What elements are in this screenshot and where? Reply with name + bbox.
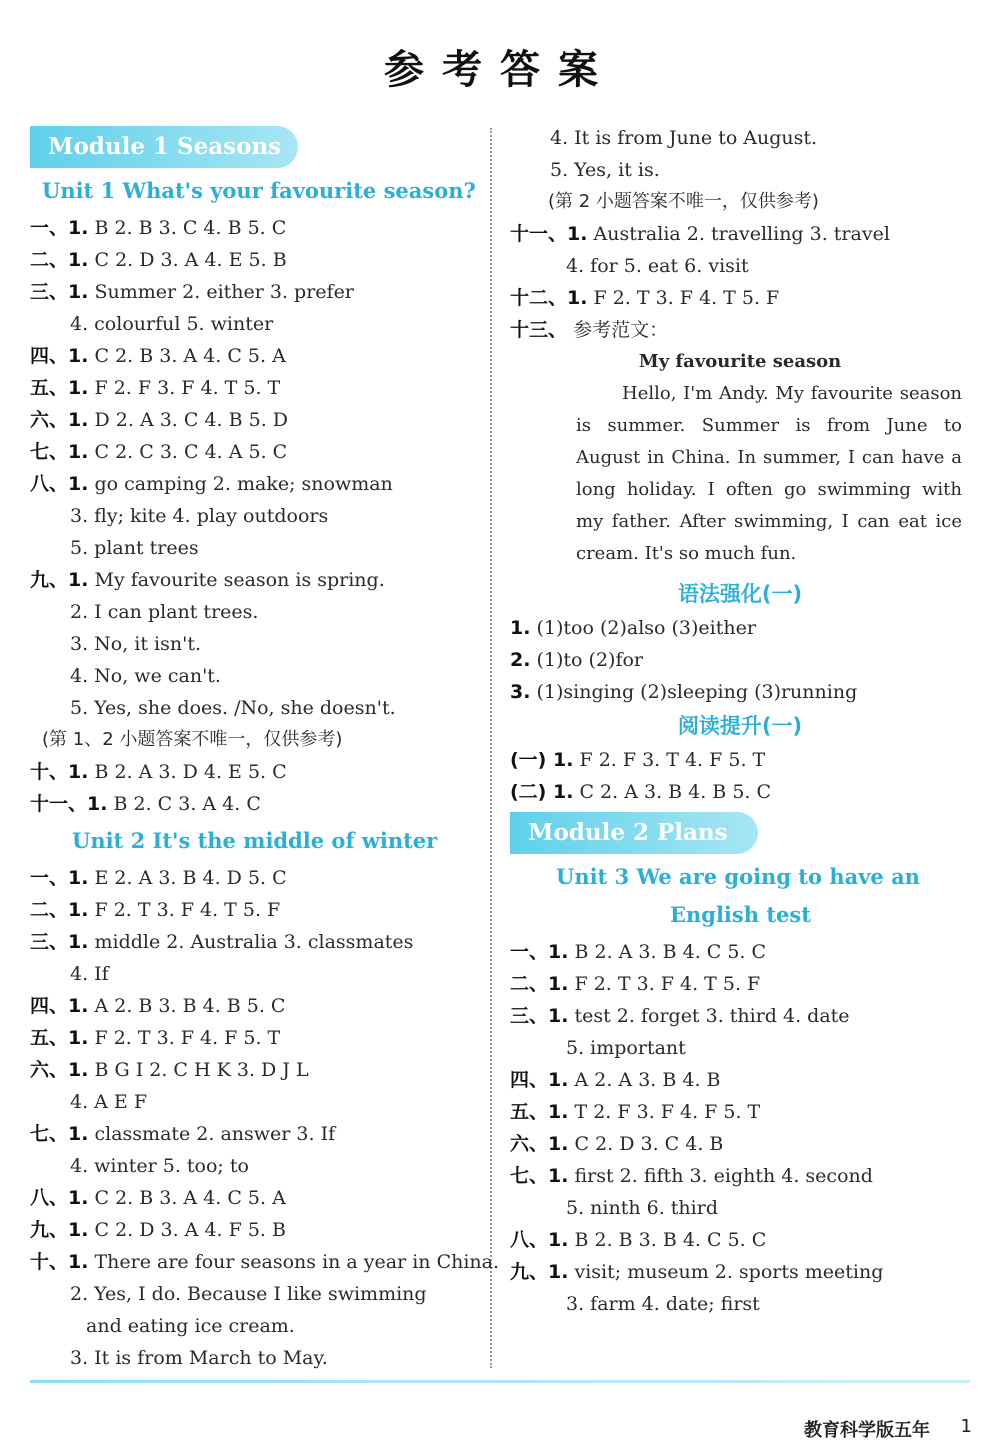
essay-body: Hello, I'm Andy. My favourite season is summer. Summer is from June to August in China. In summer, I can have a long holiday. I often go swimming with my father. After swimming, I can eat ice cream. It's so much fun. xyxy=(576,383,962,564)
question-number: 五、1. xyxy=(510,1101,569,1123)
question-number: 五、1. xyxy=(30,377,89,399)
answer-text: 4. colourful 5. winter xyxy=(70,313,274,335)
answer-text: Australia 2. travelling 3. travel xyxy=(593,223,890,245)
answer-text: F 2. T 3. F 4. T 5. F xyxy=(94,899,281,921)
answer-line xyxy=(30,1086,480,1118)
question-number: 二、1. xyxy=(510,973,569,995)
answer-text: 4. If xyxy=(70,963,109,985)
answer-line xyxy=(30,276,480,308)
question-number: 六、1. xyxy=(30,1059,89,1081)
answer-line xyxy=(30,958,480,990)
unit-2-answers-cont-2 xyxy=(510,218,970,346)
answer-text: C 2. A 3. B 4. B 5. C xyxy=(579,781,772,803)
module-2-header: Module 2 Plans xyxy=(510,812,758,854)
answer-line xyxy=(30,788,480,820)
answer-text: 4. winter 5. too; to xyxy=(70,1155,249,1177)
answer-text: B 2. B 3. C 4. B 5. C xyxy=(94,217,287,239)
question-number: 三、1. xyxy=(30,281,89,303)
answer-line xyxy=(30,1022,480,1054)
question-number: 2. xyxy=(510,649,531,671)
question-number: 十一、1. xyxy=(510,223,588,245)
answer-line xyxy=(30,660,480,692)
answer-line xyxy=(30,1342,480,1374)
module-1-header: Module 1 Seasons xyxy=(30,126,298,168)
answer-line xyxy=(30,564,480,596)
question-number: 十二、1. xyxy=(510,287,588,309)
question-number: 十三、 xyxy=(510,319,568,341)
answer-line xyxy=(30,532,480,564)
answer-line xyxy=(510,644,970,676)
answer-text: and eating ice cream. xyxy=(86,1315,295,1337)
unit-3-title-cont: English test xyxy=(670,902,811,927)
answer-line xyxy=(510,776,970,808)
answer-text: 3. fly; kite 4. play outdoors xyxy=(70,505,329,527)
answer-line xyxy=(30,894,480,926)
answer-line xyxy=(30,1182,480,1214)
answer-line xyxy=(510,250,970,282)
answer-line xyxy=(30,500,480,532)
answer-line xyxy=(30,756,480,788)
answer-line xyxy=(30,692,480,724)
answer-text: visit; museum 2. sports meeting xyxy=(574,1261,884,1283)
page-number: 1 xyxy=(960,1416,972,1437)
answer-text: B 2. A 3. D 4. E 5. C xyxy=(94,761,287,783)
answer-text: F 2. T 3. F 4. T 5. F xyxy=(574,973,761,995)
question-number: 八、1. xyxy=(510,1229,569,1251)
answer-line xyxy=(30,1278,480,1310)
question-number: 六、1. xyxy=(30,409,89,431)
answer-text: 2. I can plant trees. xyxy=(70,601,259,623)
question-number: 五、1. xyxy=(30,1027,89,1049)
unit-3-answers xyxy=(510,936,970,1320)
question-number: 九、1. xyxy=(30,569,89,591)
answer-text: B 2. B 3. B 4. C 5. C xyxy=(574,1229,767,1251)
answer-text: 3. farm 4. date; first xyxy=(566,1293,760,1315)
answer-text: My favourite season is spring. xyxy=(94,569,385,591)
answer-text: 2. Yes, I do. Because I like swimming xyxy=(70,1283,427,1305)
answer-text: 5. plant trees xyxy=(70,537,199,559)
answer-line xyxy=(510,1288,970,1320)
question-number: 3. xyxy=(510,681,531,703)
question-number: 一、1. xyxy=(510,941,569,963)
question-number: 七、1. xyxy=(30,1123,89,1145)
answer-text: A 2. B 3. B 4. B 5. C xyxy=(94,995,286,1017)
answer-text: C 2. C 3. C 4. A 5. C xyxy=(94,441,288,463)
answer-text: 4. No, we can't. xyxy=(70,665,221,687)
answer-text: 4. A E F xyxy=(70,1091,148,1113)
answer-line xyxy=(510,122,970,154)
answer-line xyxy=(510,968,970,1000)
grammar-answers xyxy=(510,612,970,708)
answer-text: C 2. D 3. A 4. F 5. B xyxy=(94,1219,286,1241)
question-number: 九、1. xyxy=(510,1261,569,1283)
answer-text: F 2. T 3. F 4. F 5. T xyxy=(94,1027,281,1049)
answer-text: 4. for 5. eat 6. visit xyxy=(566,255,749,277)
answer-text: 3. It is from March to May. xyxy=(70,1347,328,1369)
answer-line xyxy=(510,936,970,968)
question-number: 七、1. xyxy=(30,441,89,463)
answer-line xyxy=(510,1000,970,1032)
unit-3-title: Unit 3 We are going to have an xyxy=(556,864,920,889)
page-title: 参考答案 xyxy=(384,47,616,93)
essay-title: My favourite season xyxy=(638,351,842,372)
answer-text: C 2. B 3. A 4. C 5. A xyxy=(94,345,286,367)
unit-2-note: (第 2 小题答案不唯一，仅供参考) xyxy=(548,191,819,212)
answer-text: C 2. D 3. A 4. E 5. B xyxy=(94,249,287,271)
answer-line xyxy=(30,372,480,404)
answer-line xyxy=(510,1032,970,1064)
answer-line xyxy=(510,1160,970,1192)
question-number: 六、1. xyxy=(510,1133,569,1155)
answer-text: F 2. F 3. T 4. F 5. T xyxy=(579,749,766,771)
answer-line xyxy=(510,612,970,644)
answer-line xyxy=(30,212,480,244)
right-column xyxy=(510,122,970,1320)
answer-text: Summer 2. either 3. prefer xyxy=(94,281,354,303)
answer-line xyxy=(510,1224,970,1256)
answer-text: T 2. F 3. F 4. F 5. T xyxy=(574,1101,761,1123)
answer-text: E 2. A 3. B 4. D 5. C xyxy=(94,867,287,889)
answer-line xyxy=(30,990,480,1022)
answer-text: B 2. C 3. A 4. C xyxy=(113,793,261,815)
answer-text: go camping 2. make; snowman xyxy=(94,473,393,495)
answer-text: test 2. forget 3. third 4. date xyxy=(574,1005,850,1027)
reading-answers xyxy=(510,744,970,808)
footer-rule xyxy=(30,1380,970,1383)
answer-line xyxy=(30,1150,480,1182)
question-number: 十一、1. xyxy=(30,793,108,815)
answer-line xyxy=(510,314,970,346)
question-number: 四、1. xyxy=(510,1069,569,1091)
answer-text: (1)to (2)for xyxy=(536,649,643,671)
answer-line xyxy=(510,1096,970,1128)
answer-text: classmate 2. answer 3. If xyxy=(94,1123,336,1145)
answer-text: 参考范文： xyxy=(573,319,669,341)
column-divider xyxy=(490,128,492,1368)
answer-line xyxy=(30,308,480,340)
answer-text: C 2. B 3. A 4. C 5. A xyxy=(94,1187,286,1209)
answer-text: A 2. A 3. B 4. B xyxy=(574,1069,721,1091)
answer-line xyxy=(30,926,480,958)
answer-line xyxy=(30,468,480,500)
question-number: 一、1. xyxy=(30,867,89,889)
answer-line xyxy=(510,744,970,776)
reading-section-title: 阅读提升(一) xyxy=(677,714,803,738)
unit-1-answers-cont xyxy=(30,756,480,820)
answer-text: B 2. A 3. B 4. C 5. C xyxy=(574,941,767,963)
question-number: (二) 1. xyxy=(510,781,574,803)
question-number: 八、1. xyxy=(30,473,89,495)
question-number: 七、1. xyxy=(510,1165,569,1187)
answer-line xyxy=(510,282,970,314)
answer-line xyxy=(30,340,480,372)
answer-text: (1)too (2)also (3)either xyxy=(536,617,756,639)
question-number: 八、1. xyxy=(30,1187,89,1209)
answer-line xyxy=(30,1054,480,1086)
answer-text: 5. Yes, she does. /No, she doesn't. xyxy=(70,697,396,719)
answer-line xyxy=(30,404,480,436)
answer-text: 5. ninth 6. third xyxy=(566,1197,718,1219)
answer-text: D 2. A 3. C 4. B 5. D xyxy=(94,409,289,431)
unit-1-title: Unit 1 What's your favourite season? xyxy=(42,178,476,203)
answer-line xyxy=(30,1118,480,1150)
question-number: 二、1. xyxy=(30,249,89,271)
question-number: 四、1. xyxy=(30,995,89,1017)
publisher-label: 教育科学版五年 xyxy=(804,1420,930,1441)
grammar-section-title: 语法强化(一) xyxy=(677,582,803,606)
unit-1-answers xyxy=(30,212,480,724)
answer-text: F 2. F 3. F 4. T 5. T xyxy=(94,377,281,399)
question-number: 三、1. xyxy=(30,931,89,953)
answer-text: 4. It is from June to August. xyxy=(550,127,818,149)
answer-text: (1)singing (2)sleeping (3)running xyxy=(536,681,858,703)
answer-line xyxy=(30,436,480,468)
answer-text: B G I 2. C H K 3. D J L xyxy=(94,1059,309,1081)
answer-line xyxy=(510,676,970,708)
answer-text: There are four seasons in a year in China. xyxy=(94,1251,500,1273)
answer-line xyxy=(30,628,480,660)
question-number: 四、1. xyxy=(30,345,89,367)
answer-line xyxy=(510,1128,970,1160)
answer-text: 5. important xyxy=(566,1037,686,1059)
answer-line xyxy=(510,154,970,186)
question-number: (一) 1. xyxy=(510,749,574,771)
question-number: 十、1. xyxy=(30,1251,89,1273)
answer-text: middle 2. Australia 3. classmates xyxy=(94,931,414,953)
answer-line xyxy=(30,862,480,894)
unit-2-answers xyxy=(30,862,500,1374)
answer-text: 5. Yes, it is. xyxy=(550,159,660,181)
question-number: 一、1. xyxy=(30,217,89,239)
left-column xyxy=(30,122,500,1374)
answer-line xyxy=(510,1192,970,1224)
answer-line xyxy=(30,1214,480,1246)
answer-line xyxy=(510,1064,970,1096)
answer-line xyxy=(510,218,970,250)
answer-line xyxy=(30,1310,480,1342)
unit-2-answers-cont xyxy=(510,122,970,186)
question-number: 1. xyxy=(510,617,531,639)
question-number: 九、1. xyxy=(30,1219,89,1241)
answer-text: F 2. T 3. F 4. T 5. F xyxy=(593,287,780,309)
answer-line xyxy=(510,1256,970,1288)
answer-text: C 2. D 3. C 4. B xyxy=(574,1133,724,1155)
answer-line xyxy=(30,596,480,628)
answer-text: 3. No, it isn't. xyxy=(70,633,202,655)
question-number: 二、1. xyxy=(30,899,89,921)
unit-1-note: (第 1、2 小题答案不唯一，仅供参考) xyxy=(42,729,343,750)
answer-line xyxy=(30,244,480,276)
question-number: 三、1. xyxy=(510,1005,569,1027)
question-number: 十、1. xyxy=(30,761,89,783)
unit-2-title: Unit 2 It's the middle of winter xyxy=(72,828,438,853)
answer-line xyxy=(30,1246,500,1278)
answer-text: first 2. fifth 3. eighth 4. second xyxy=(574,1165,873,1187)
